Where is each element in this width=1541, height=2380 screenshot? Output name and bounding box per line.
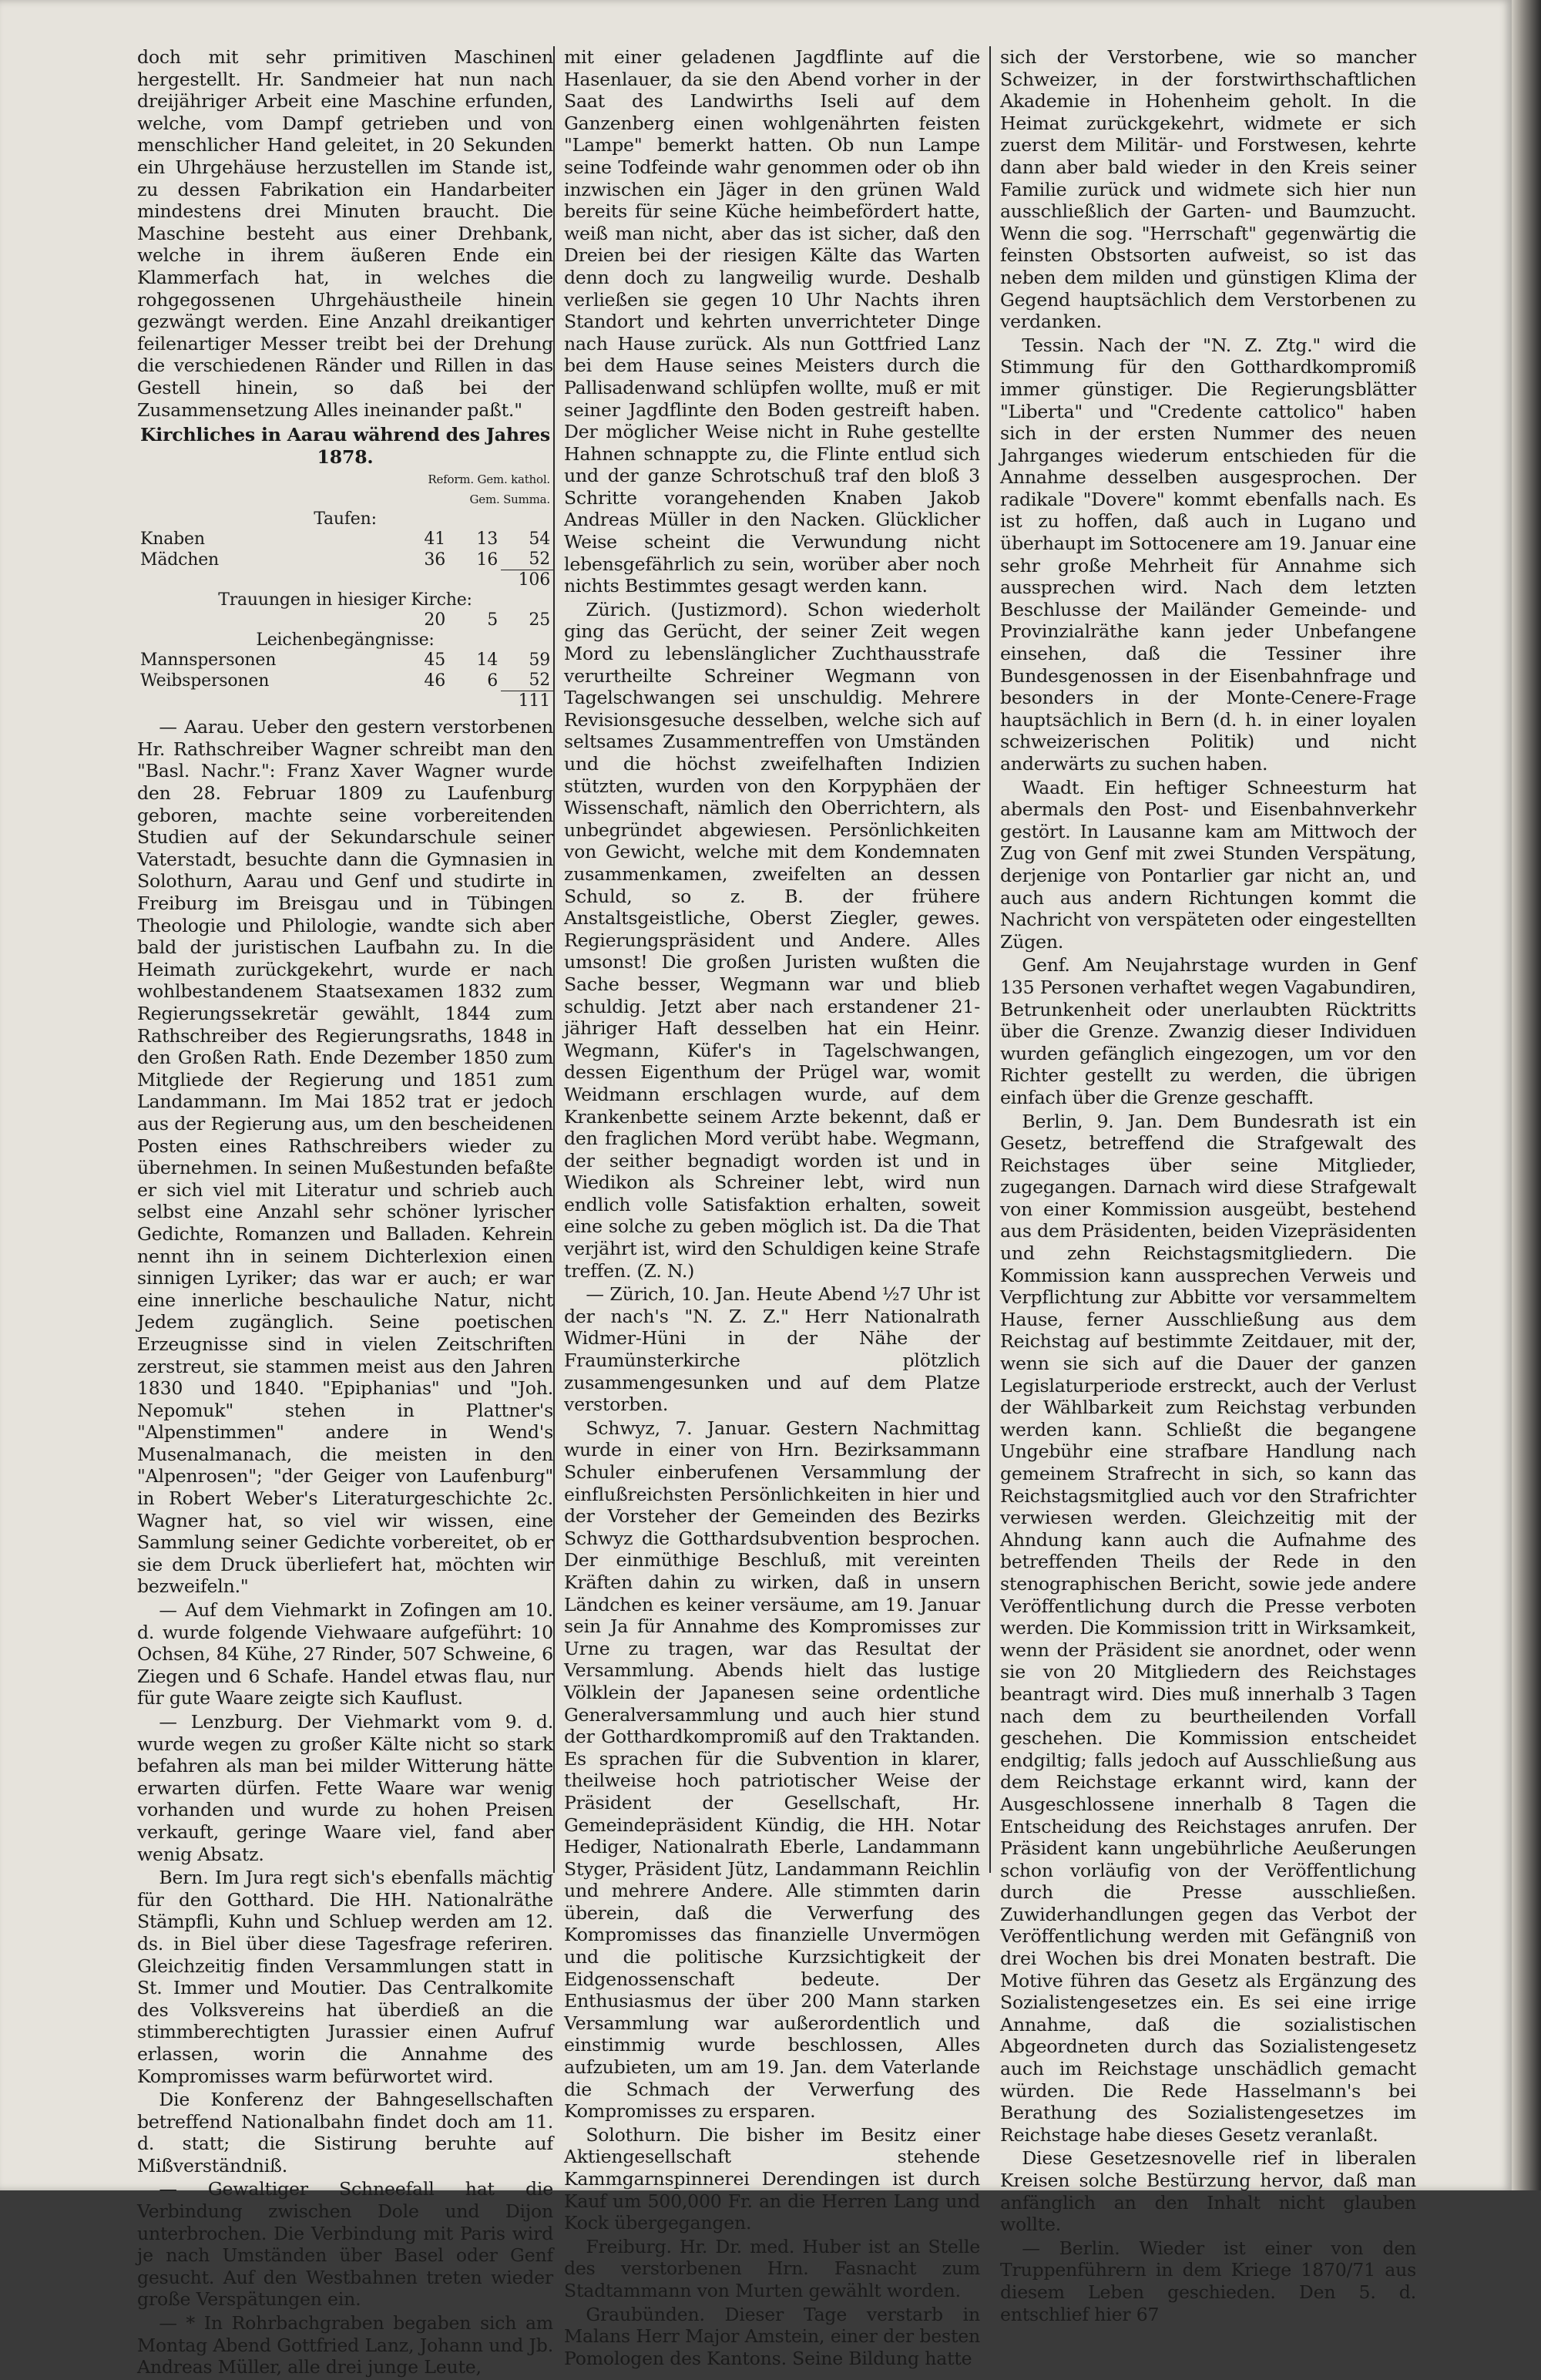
column-2: [564, 46, 980, 2371]
article-berlin-gesetz: Berlin, 9. Jan. Dem Bundesrath ist ein Gesetz, betreffend die Strafgewalt des Reichstages über seine Mitglieder, zugegangen. Darnach wird diese Strafgewalt von einer Kommission ausgeübt, bestehend aus dem Präsidenten, beiden Vizepräsidenten und zehn Reichstagsmitgliedern. Die Kommission kann aussprechen Verweis und Verpflichtung zur Abbitte vor versammeltem Hause, ferner Ausschließung aus dem Reichstag auf bestimmte Zeitdauer, mit der, wenn sie sich auf die Dauer der ganzen Legislaturperiode erstreckt, auch der Verlust der Wählbarkeit zum Reichstag verbunden werden kann. Schließt die begangene Ungebühr eine strafbare Handlung nach gemeinem Strafrecht in sich, so kann das Reichstagsmitglied auch vor den Strafrichter verwiesen werden. Gleichzeitig mit der Ahndung kann auch die Aufnahme des betreffenden Theils der Rede in den stenographischen Bericht, sowie jede andere Veröffentlichung durch die Presse verboten werden. Die Kommission tritt in Wirksamkeit, wenn der Präsident sie anordnet, oder wenn sie von 20 Mitgliedern des Reichstages beantragt wird. Dies muß innerhalb 3 Tagen nach dem zu beurtheilenden Vorfall geschehen. Die Kommission entscheidet endgiltig; falls jedoch auf Ausschließung aus dem Reichstage erkannt wird, kann der Ausgeschlossene innerhalb 8 Tagen die Entscheidung des Reichstages anrufen. Der Präsident kann ungebührliche Aeußerungen schon vorläufig von der Veröffentlichung durch die Presse ausschließen. Zuwiderhandlungen gegen das Verbot der Veröffentlichung werden mit Gefängniß von drei Wochen bis drei Monaten bestraft. Die Motive führen das Gesetz als Ergänzung des Sozialistengesetzes ein. Es sei eine irrige Annahme, daß die sozialistischen Abgeordneten durch das Sozialistengesetz auch im Reichstage unschädlich gemacht würden. Die Rede Hasselmann's bei Berathung des Sozialistengesetzes im Reichstage habe dieses Gesetz veranlaßt.: [1000, 1110, 1416, 2146]
taufen-total: 106: [518, 570, 550, 590]
leichen-total: 111: [518, 691, 550, 711]
article-berlin-truppenfuehrer: — Berlin. Wieder ist einer von den Truppenführern in dem Kriege 1870/71 aus diesem Leben geschieden. Den 5. d. entschlief hier 67: [1000, 2237, 1416, 2325]
table-row: Mädchen 36 16 52: [137, 550, 553, 570]
article-solothurn: Solothurn. Die bisher im Besitz einer Aktiengesellschaft stehende Kammgarnspinnerei Derendingen ist durch Kauf um 500,000 Fr. an die Herren Lang und Kock übergegangen.: [564, 2123, 980, 2234]
church-table-title: Kirchliches in Aarau während des Jahres 1878.: [140, 424, 550, 468]
table-row: Weibspersonen 46 6 52: [137, 671, 553, 691]
article-intro-continued: doch mit sehr primitiven Maschinen hergestellt. Hr. Sandmeier hat nun nach dreijähriger Arbeit eine Maschine erfunden, welche, vom Dampf getrieben und von menschlicher Hand geleitet, in 20 Sekunden ein Uhrgehäuse herzustellen im Stande ist, zu dessen Fabrikation ein Handarbeiter mindestens drei Minuten braucht. Die Maschine besteht aus einer Drehbank, welche in ihrem äußeren Ende ein Klammerfach hat, in welches die rohgegossenen Uhrgehäustheile hinein gezwängt werden. Eine Anzahl dreikantiger feilenartiger Messer treibt bei der Drehung die verschiedenen Ränder und Rillen in das Gestell hinein, so daß bei der Zusammensetzung Alles ineinander paßt.": [137, 46, 553, 421]
table-row: Mannspersonen 45 14 59: [140, 650, 550, 671]
column-1: [137, 46, 553, 2380]
table-row: Knaben 41 13 54: [140, 529, 550, 550]
taufen-heading: Taufen:: [314, 509, 377, 529]
article-schwyz: Schwyz, 7. Januar. Gestern Nachmittag wurde in einer von Hrn. Bezirksammann Schuler einberufenen Versammlung der einflußreichsten Persönlichkeiten in hier und der Vorsteher der Gemeinden des Bezirks Schwyz die Gotthardsubvention besprochen. Der einmüthige Beschluß, mit vereinten Kräften dahin zu wirken, daß in unsern Ländchen es keiner versäume, am 19. Januar sein Ja für Annahme des Kompromisses zur Urne zu tragen, war das Resultat der Versammlung. Abends hielt das lustige Völklein der Japanesen seine ordentliche Generalversammlung und auch hier stund der Gotthardkompromiß auf den Traktanden. Es sprachen für die Subvention in klarer, theilweise hoch patriotischer Weise der Präsident der Gesellschaft, Hr. Gemeindepräsident Kündig, die HH. Notar Hediger, Nationalrath Eberle, Landammann Styger, Präsident Jütz, Landammann Reichlin und mehrere Andere. Alle stimmten darin überein, daß die Verwerfung des Kompromisses das finanzielle Unvermögen und die politische Kurzsichtigkeit der Eidgenossenschaft bedeute. Der Enthusiasmus der über 200 Mann starken Versammlung war außerordentlich und einstimmig wurde beschlossen, Alles aufzubieten, um am 19. Jan. dem Vaterlande die Schmach der Verwerfung des Kompromisses zu ersparen.: [564, 1417, 980, 2123]
article-zuerich-widmer: — Zürich, 10. Jan. Heute Abend ½7 Uhr ist der nach's "N. Z. Z." Herr Nationalrath Widmer-Hüni in der Nähe der Fraumünsterkirche plötzlich zusammengesunken und auf dem Platze verstorben.: [564, 1283, 980, 1416]
article-graubuenden: Graubünden. Dieser Tage verstarb in Malans Herr Major Amstein, einer der besten Pomologen des Kantons. Seine Bildung hatte: [564, 2303, 980, 2369]
column-rule-2: [989, 46, 991, 1873]
article-waadt: Waadt. Ein heftiger Schneesturm hat abermals den Post- und Eisenbahnverkehr gestört. In Lausanne kam am Mittwoch der Zug von Genf mit zwei Stunden Verspätung, derjenige von Pontarlier gar nicht an, und auch aus andern Richtungen kommt die Nachricht von verspäteten oder eingestellten Zügen.: [1000, 776, 1416, 953]
article-lenzburg: — Lenzburg. Der Viehmarkt vom 9. d. wurde wegen zu großer Kälte nicht so stark befahren als man bei milder Witterung hätte erwarten dürfen. Fette Waare war wenig vorhanden und wurde zu hohen Preisen verkauft, geringe Waare viel, fand aber wenig Absatz.: [137, 1711, 553, 1865]
article-konferenz: Die Konferenz der Bahngesellschaften betreffend Nationalbahn findet doch am 11. d. statt; die Sistirung beruhte auf Mißverständniß.: [137, 2089, 553, 2177]
table-row: 20 5 25: [424, 610, 550, 630]
article-gesetzesnovelle: Diese Gesetzesnovelle rief in liberalen Kreisen solche Bestürzung hervor, daß man anfänglich an den Inhalt nicht glauben wollte.: [1000, 2147, 1416, 2236]
article-zuerich-justizmord: Zürich. (Justizmord). Schon wiederholt ging das Gerücht, der seiner Zeit wegen Mord zu lebenslänglicher Zuchthausstrafe verurtheilte Schreiner Wegmann von Tagelschwangen sei unschuldig. Mehrere Revisionsgesuche desselben, welche sich auf seltsames Zusammentreffen von Umständen und die höchst zweifelhaften Indizien stützten, wurden von den Korpyphäen der Wissenschaft, nämlich den Oberrichtern, als unbegründet abgewiesen. Persönlichkeiten von Gewicht, welche mit dem Kondemnaten zusammenkamen, zweifelten an dessen Schuld, so z. B. der frühere Anstaltsgeistliche, Oberst Ziegler, gewes. Regierungspräsident und Andere. Alles umsonst! Die großen Juristen wußten die Sache besser, Wegmann war und blieb schuldig. Jetzt aber nach erstandener 21-jähriger Haft desselben hat ein Heinr. Wegmann, Küfer's in Tagelschwangen, dessen Eigenthum der Prügel war, womit Weidmann erschlagen wurde, auf dem Krankenbette seinem Arzte bekennt, daß er den fraglichen Mord verübt habe. Wegmann, der seither begnadigt worden ist und in Wiedikon als Schreiner lebt, wird nun endlich volle Satisfaktion erhalten, soweit eine solche zu geben möglich ist. Da die That verjährt ist, wird den Schuldigen keine Strafe treffen. (Z. N.): [564, 598, 980, 1282]
table-header: Reform. Gem. kathol. Gem. Summa.: [428, 472, 550, 507]
article-bern: Bern. Im Jura regt sich's ebenfalls mächtig für den Gotthard. Die HH. Nationalräthe Stämpfli, Kuhn und Schluep werden am 12. ds. in Biel über diese Tagesfrage referiren. Gleichzeitig finden Versammlungen statt in St. Immer und Moutier. Das Centralkomite des Volksvereins hat überdieß an die stimmberechtigten Jurassier einen Aufruf erlassen, worin die Annahme des Kompromisses warm befürwortet wird.: [137, 1867, 553, 2087]
article-zofingen: — Auf dem Viehmarkt in Zofingen am 10. d. wurde folgende Viehwaare aufgeführt: 10 Ochsen, 84 Kühe, 27 Rinder, 507 Schweine, 6 Ziegen und 6 Schafe. Handel etwas flau, nur für gute Waare zeigte sich Kauflust.: [137, 1599, 553, 1709]
article-graubuenden-continued: sich der Verstorbene, wie so mancher Schweizer, in der forstwirthschaftlichen Akademie in Hohenheim geholt. In die Heimat zurückgekehrt, widmete er sich zuerst dem Militär- und Forstwesen, kehrte dann aber bald wieder in den Kreis seiner Familie zurück und widmete sich hier nun ausschließlich der Garten- und Baumzucht. Wenn die sog. "Herrschaft" gegenwärtig die feinsten Obstsorten aufweist, so ist das neben dem milden und günstigen Klima der Gegend hauptsächlich dem Verstorbenen zu verdanken.: [1000, 46, 1416, 333]
trauungen-heading: Trauungen in hiesiger Kirche:: [218, 590, 472, 610]
article-tessin: Tessin. Nach der "N. Z. Ztg." wird die Stimmung für den Gotthardkompromiß immer günstiger. Die Regierungsblätter "Liberta" und "Credente cattolico" haben sich in der ersten Nummer des neuen Jahrganges wiederum entschieden für die Annahme desselben ausgesprochen. Der radikale "Dovere" kommt ebenfalls nach. Es ist zu hoffen, daß auch in Lugano und überhaupt im Sottocenere am 19. Januar eine sehr große Mehrheit für Annahme sich aussprechen wird. Nach dem letzten Beschlusse der Mailänder Gemeinde- und Provinzialräthe kann jeder Unbefangene einsehen, daß die Tessiner ihre Bundesgenossen in der Eisenbahnfrage und besonders in der Monte-Cenere-Frage hauptsächlich in Bern (d. h. in einer loyalen schweizerischen Politik) und nicht anderwärts zu suchen haben.: [1000, 334, 1416, 775]
article-genf: Genf. Am Neujahrstage wurden in Genf 135 Personen verhaftet wegen Vagabundiren, Betrunkenheit oder unerlaubten Rücktritts über die Grenze. Zwanzig dieser Individuen wurden gefänglich eingezogen, um vor den Richter gestellt zu werden, die übrigen einfach über die Grenze geschafft.: [1000, 954, 1416, 1108]
article-rohrbach-continued: mit einer geladenen Jagdflinte auf die Hasenlauer, da sie den Abend vorher in der Saat des Landwirths Iseli auf dem Ganzenberg einen wohlgenährten feisten "Lampe" bemerkt hatten. Ob nun Lampe seine Todfeinde wahr genommen oder ob ihn inzwischen ein Jäger in den grünen Wald bereits für seine Küche heimbefördert hatte, weiß man nicht, aber das ist sicher, daß den Dreien bei der riesigen Kälte das Warten denn doch zu langweilig wurde. Deshalb verließen sie gegen 10 Uhr Nachts ihren Standort und kehrten unverrichteter Dinge nach Hause zurück. Als nun Gottfried Lanz bei dem Hause seines Meisters durch die Pallisadenwand schlüpfen wollte, muß er mit seiner Jagdflinte den Boden gestreift haben. Der möglicher Weise nicht in Ruhe gestellte Hahnen schnappte zu, die Flinte entlud sich und der ganze Schrotschuß traf den bloß 3 Schritte vorangehenden Knaben Jakob Andreas Müller in den Nacken. Glücklicher Weise scheint die Verwundung nicht lebensgefährlich zu sein, worüber aber noch nichts Bestimmtes gesagt werden kann.: [564, 46, 980, 597]
article-rohrbach: — * In Rohrbachgraben begaben sich am Montag Abend Gottfried Lanz, Johann und Jb. Andreas Müller, alle drei junge Leute,: [137, 2312, 553, 2378]
church-statistics-table: [137, 469, 553, 711]
page-edge: [1512, 0, 1541, 2190]
article-freiburg: Freiburg. Hr. Dr. med. Huber ist an Stelle des verstorbenen Hrn. Fasnacht zum Stadtammann von Murten gewählt worden.: [564, 2235, 980, 2301]
leichen-heading: Leichenbegängnisse:: [256, 630, 435, 650]
article-schneefall: — Gewaltiger Schneefall hat die Verbindung zwischen Dole und Dijon unterbrochen. Die Verbindung mit Paris wird je nach Umständen über Basel oder Genf gesucht. Auf den Westbahnen treten wieder große Verspätungen ein.: [137, 2178, 553, 2311]
column-3: [1000, 46, 1416, 2327]
article-aarau: — Aarau. Ueber den gestern verstorbenen Hr. Rathschreiber Wagner schreibt man den "Basl. Nachr.": Franz Xaver Wagner wurde den 28. Februar 1809 zu Laufenburg geboren, machte seine vorbereitenden Studien auf der Sekundarschule seiner Vaterstadt, besuchte dann die Gymnasien in Solothurn, Aarau und Genf und studirte in Freiburg im Breisgau und in Tübingen Theologie und Philologie, wandte sich aber bald der juristischen Laufbahn zu. In die Heimath zurückgekehrt, wurde er nach wohlbestandenem Staatsexamen 1832 zum Regierungssekretär gewählt, 1844 zum Rathschreiber des Regierungsraths, 1848 in den Großen Rath. Ende Dezember 1850 zum Mitgliede der Regierung und 1851 zum Landammann. Im Mai 1852 trat er jedoch aus der Regierung aus, um den bescheidenen Posten eines Rathschreibers wieder zu übernehmen. In seinen Mußestunden befaßte er sich viel mit Literatur und schrieb auch selbst eine Anzahl sehr schöner lyrischer Gedichte, Romanzen und Balladen. Kehrein nennt ihn in seinem Dichterlexion einen sinnigen Lyriker; das war er auch; er war eine innerliche beschauliche Natur, nicht Jedem zugänglich. Seine poetischen Erzeugnisse sind in vielen Zeitschriften zerstreut, sie stammen meist aus den Jahren 1830 und 1840. "Epiphanias" und "Joh. Nepomuk" stehen in Plattner's "Alpenstimmen" andere in Wend's Musenalmanach, die meisten in den "Alpenrosen"; "der Geiger von Laufenburg" in Robert Weber's Literaturgeschichte 2c. Wagner hat, so viel wir wissen, eine Sammlung seiner Gedichte vorbereitet, ob er sie dem Druck überliefert hat, möchten wir bezweifeln.": [137, 716, 553, 1598]
column-rule-1: [553, 46, 555, 1873]
